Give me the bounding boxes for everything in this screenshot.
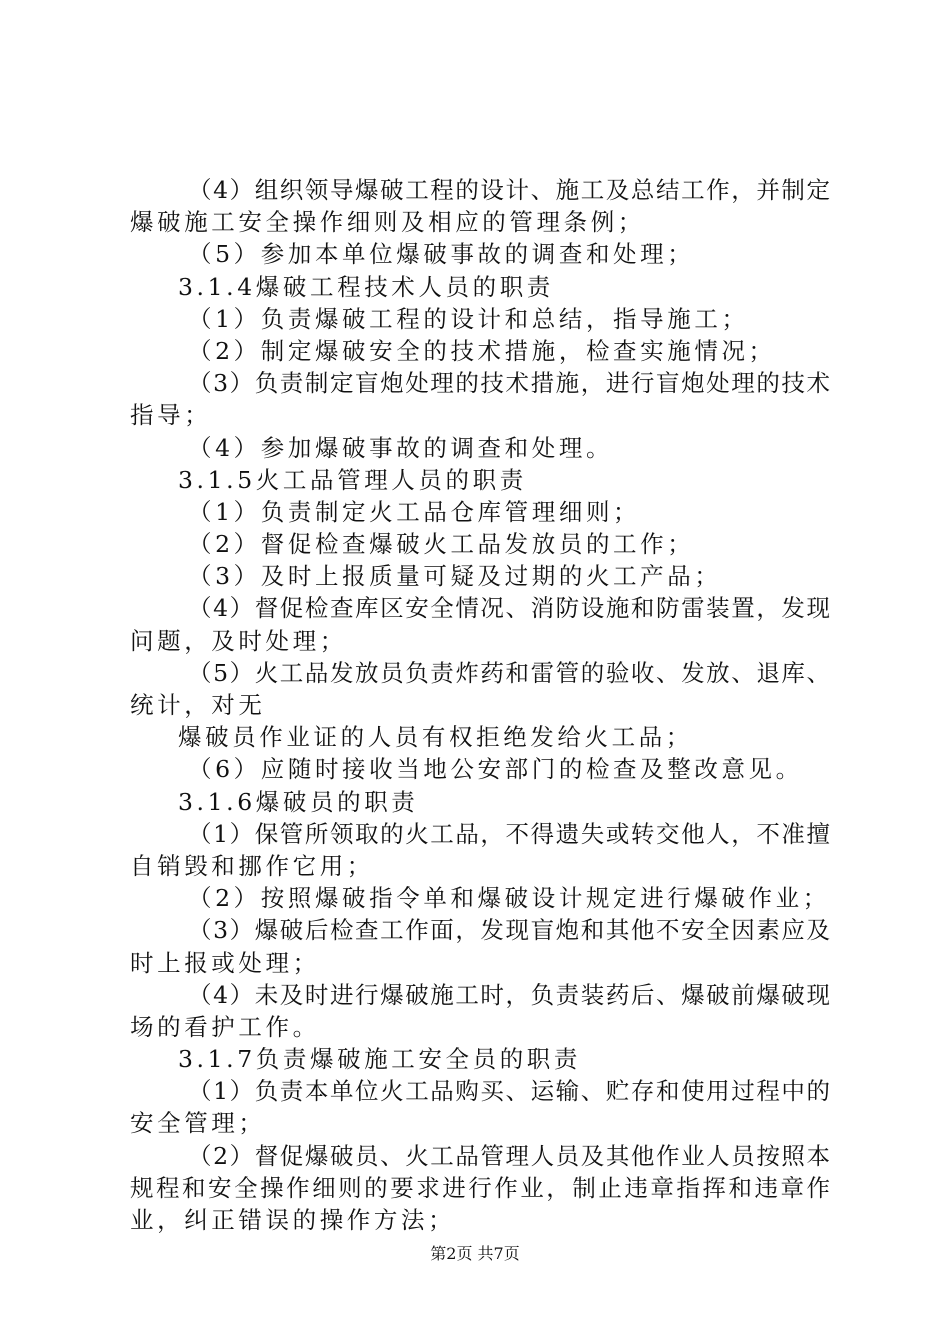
body-text [130,174,830,1236]
paragraph-line: （4）未及时进行爆破施工时，负责装药后、爆破前爆破现 [188,980,830,1009]
paragraph-line: 规程和安全操作细则的要求进行作业，制止违章指挥和违章作 [130,1173,830,1202]
paragraph-line: （3）及时上报质量可疑及过期的火工产品； [188,562,722,591]
paragraph-line: 自销毁和挪作它用； [130,851,374,880]
paragraph-line: （3）爆破后检查工作面，发现盲炮和其他不安全因素应及 [188,916,830,945]
paragraph-line: （3）负责制定盲炮处理的技术措施，进行盲炮处理的技术 [188,369,830,398]
paragraph-line: （1）负责制定火工品仓库管理细则； [188,497,641,526]
paragraph-line: （1）保管所领取的火工品，不得遗失或转交他人，不准擅 [188,819,830,848]
paragraph-line: （1）负责本单位火工品购买、运输、贮存和使用过程中的 [188,1077,830,1106]
paragraph-line: 业，纠正错误的操作方法； [130,1206,456,1234]
page-number-footer: 第2页 共7页 [430,1244,520,1263]
paragraph-line: 问题，及时处理； [130,626,347,655]
paragraph-line: （4）参加爆破事故的调查和处理。 [188,433,614,462]
paragraph-line: 安全管理； [130,1109,266,1138]
paragraph-line: （2）督促检查爆破火工品发放员的工作； [188,530,695,559]
paragraph-line: 场的看护工作。 [130,1012,320,1041]
paragraph-line: （5）火工品发放员负责炸药和雷管的验收、发放、退库、 [188,658,830,687]
paragraph-line: 时上报或处理； [130,948,320,977]
paragraph-line: （4）组织领导爆破工程的设计、施工及总结工作，并制定 [188,176,830,204]
paragraph-line: （2）制定爆破安全的技术措施，检查实施情况； [188,336,776,365]
section-heading: 3.1.6爆破员的职责 [178,787,419,816]
paragraph-line: （6）应随时接收当地公安部门的检查及整改意见。 [188,755,803,784]
paragraph-line: 爆破施工安全操作细则及相应的管理条例； [130,208,645,237]
paragraph-line: 爆破员作业证的人员有权拒绝发给火工品； [178,723,693,752]
section-heading: 3.1.4爆破工程技术人员的职责 [178,272,554,301]
paragraph-line: （4）督促检查库区安全情况、消防设施和防雷装置，发现 [188,594,830,623]
paragraph-line: 统计，对无 [130,691,266,719]
paragraph-line: 指导； [130,401,212,430]
section-heading: 3.1.7负责爆破施工安全员的职责 [178,1045,581,1074]
paragraph-line: （2）督促爆破员、火工品管理人员及其他作业人员按照本 [188,1141,830,1170]
section-heading: 3.1.5火工品管理人员的职责 [178,465,527,494]
paragraph-line: （5）参加本单位爆破事故的调查和处理； [188,240,695,269]
paragraph-line: （1）负责爆破工程的设计和总结，指导施工； [188,304,749,333]
paragraph-line: （2）按照爆破指令单和爆破设计规定进行爆破作业； [188,884,830,913]
